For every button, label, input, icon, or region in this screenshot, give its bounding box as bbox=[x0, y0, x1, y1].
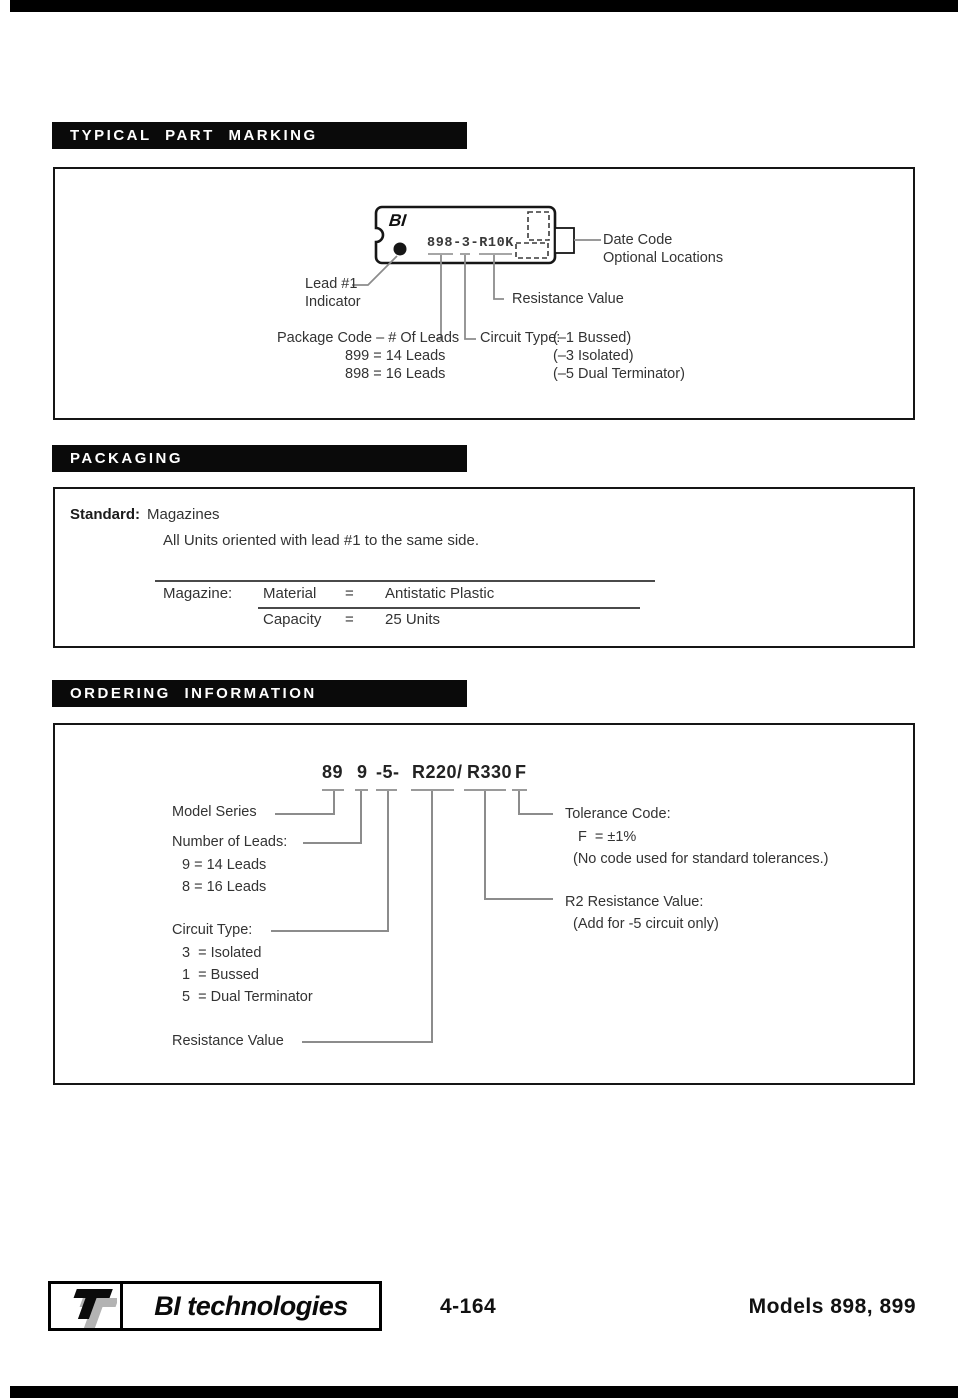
line-circuit-h bbox=[271, 930, 389, 932]
magazine-label: Magazine: bbox=[163, 585, 233, 602]
label-leads-opt2: 8 = 16 Leads bbox=[182, 879, 267, 895]
date-code-label-line1: Date Code bbox=[603, 232, 673, 248]
orientation-note: All Units oriented with lead #1 to the same side. bbox=[163, 532, 480, 549]
label-tolerance-code: Tolerance Code: bbox=[565, 806, 671, 822]
circuit-type-label: Circuit Type: bbox=[480, 330, 561, 346]
label-tolerance-value: F = ±1% bbox=[578, 829, 637, 845]
tt-emblem-icon bbox=[55, 1284, 117, 1328]
packaging-box bbox=[53, 487, 915, 648]
row-capacity-eq: = bbox=[345, 611, 354, 628]
row-material-eq: = bbox=[345, 585, 354, 602]
line-model-h bbox=[275, 813, 335, 815]
table-rule-mid bbox=[258, 607, 640, 609]
line-tolerance-h bbox=[518, 813, 553, 815]
label-number-of-leads: Number of Leads: bbox=[172, 834, 288, 850]
line-resistance-v bbox=[431, 791, 433, 1043]
models-label: Models 898, 899 bbox=[748, 1295, 916, 1318]
page-number: 4-164 bbox=[440, 1295, 497, 1318]
date-code-label-line2: Optional Locations bbox=[603, 250, 724, 266]
resistance-value-label: Resistance Value bbox=[512, 291, 624, 307]
chip-brand-logo: BI bbox=[388, 211, 408, 230]
label-circuit-type: Circuit Type: bbox=[172, 922, 253, 938]
label-model-series: Model Series bbox=[172, 804, 257, 820]
label-r2-resistance: R2 Resistance Value: bbox=[565, 894, 704, 910]
lead1-dot bbox=[394, 243, 407, 256]
line-r2-v bbox=[484, 791, 486, 900]
tt-emblem-cell bbox=[51, 1284, 123, 1328]
circuit-type-option3: (–5 Dual Terminator) bbox=[553, 366, 685, 382]
label-resistance-value: Resistance Value bbox=[172, 1033, 284, 1049]
resistance-callout-line bbox=[494, 255, 504, 299]
code-r2-value: R330 bbox=[467, 762, 513, 782]
side-tab bbox=[555, 228, 574, 253]
line-leads-h bbox=[303, 842, 362, 844]
ordering-box bbox=[53, 723, 915, 1085]
label-circuit-opt3: 5 = Dual Terminator bbox=[182, 989, 313, 1005]
circuit-type-option2: (–3 Isolated) bbox=[553, 348, 634, 364]
part-marking-diagram bbox=[55, 169, 912, 417]
code-separator: / bbox=[457, 762, 463, 782]
row-material-value: Antistatic Plastic bbox=[385, 585, 495, 602]
code-model-series: 89 bbox=[322, 762, 344, 782]
package-code-label: Package Code – # Of Leads bbox=[277, 330, 460, 346]
row-capacity-property: Capacity bbox=[263, 611, 322, 628]
footer-logo-box bbox=[48, 1281, 382, 1331]
line-resistance-h bbox=[302, 1041, 433, 1043]
top-edge-bar bbox=[10, 0, 958, 12]
date-code-dashed-box-bottom bbox=[516, 243, 548, 258]
chip-marking-text: 898-3-R10K bbox=[427, 236, 515, 251]
package-code-option2: 898 = 16 Leads bbox=[345, 366, 446, 382]
section-header-typical-part-marking: TYPICAL PART MARKING bbox=[52, 122, 467, 149]
code-circuit-type: -5- bbox=[376, 762, 400, 782]
lead1-label-line2: Indicator bbox=[305, 294, 361, 310]
bottom-edge-bar bbox=[10, 1386, 958, 1398]
part-marking-box bbox=[53, 167, 915, 420]
row-capacity-value: 25 Units bbox=[385, 611, 441, 628]
standard-value: Magazines bbox=[147, 506, 220, 523]
label-circuit-opt1: 3 = Isolated bbox=[182, 945, 262, 961]
code-tolerance: F bbox=[515, 762, 527, 782]
brand-cell bbox=[123, 1284, 379, 1328]
row-material-property: Material bbox=[263, 585, 317, 602]
label-leads-opt1: 9 = 14 Leads bbox=[182, 857, 267, 873]
code-number-of-leads: 9 bbox=[357, 762, 368, 782]
standard-label: Standard: bbox=[70, 506, 141, 523]
lead1-callout-line bbox=[352, 256, 397, 285]
line-model-v bbox=[333, 791, 335, 815]
lead1-label-line1: Lead #1 bbox=[305, 276, 358, 292]
line-circuit-v bbox=[387, 791, 389, 932]
line-leads-v bbox=[360, 791, 362, 844]
line-tolerance-v bbox=[518, 791, 520, 815]
label-circuit-opt2: 1 = Bussed bbox=[182, 967, 259, 983]
section-header-packaging: PACKAGING bbox=[52, 445, 467, 472]
circuit-type-option1: (–1 Bussed) bbox=[553, 330, 632, 346]
circuit-type-callout-line bbox=[465, 255, 476, 339]
label-tolerance-note: (No code used for standard tolerances.) bbox=[573, 851, 829, 867]
line-r2-h bbox=[484, 898, 553, 900]
date-code-dashed-box-top bbox=[528, 212, 549, 240]
package-code-callout-line bbox=[436, 255, 441, 339]
code-r1-value: R220 bbox=[412, 762, 458, 782]
section-header-ordering-information: ORDERING INFORMATION bbox=[52, 680, 467, 707]
table-rule-top bbox=[155, 580, 655, 582]
brand-logotype: BI technologies bbox=[154, 1290, 348, 1321]
label-r2-note: (Add for -5 circuit only) bbox=[573, 916, 719, 932]
package-code-option1: 899 = 14 Leads bbox=[345, 348, 446, 364]
